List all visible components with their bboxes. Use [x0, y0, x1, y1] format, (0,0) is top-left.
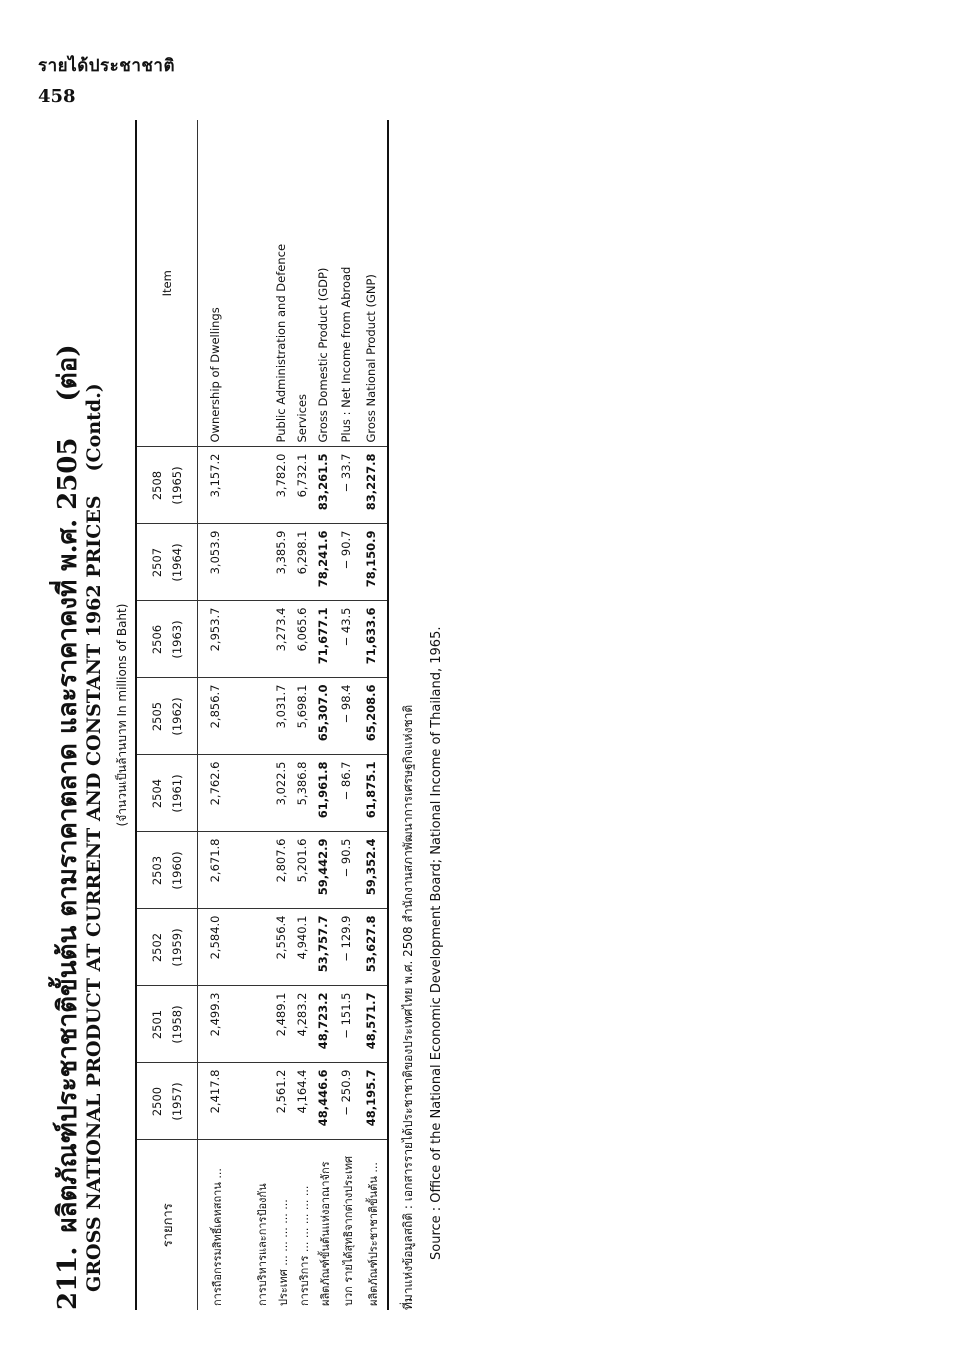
table-cell — [253, 601, 274, 678]
table-cell: 61,875.1 — [364, 755, 387, 832]
title-thai-text: ผลิตภัณฑ์ประชาชาติขั้นต้น ตามราคาตลาด และราคาคงที่ พ.ศ. 2505 — [53, 437, 83, 1233]
row-label-english: Plus : Net Income from Abroad — [339, 120, 364, 447]
table-cell: − 151.5 — [339, 986, 364, 1063]
table-cell: 61,961.8 — [316, 755, 339, 832]
table-cell: 48,195.7 — [364, 1063, 387, 1140]
table-cell: 4,164.4 — [295, 1063, 316, 1140]
table-cell: 53,757.7 — [316, 909, 339, 986]
year-header: 2501 (1958) — [137, 986, 198, 1063]
title-english-contd: (Contd.) — [83, 383, 105, 472]
table-cell: 83,227.8 — [364, 447, 387, 524]
title-english-text: GROSS NATIONAL PRODUCT AT CURRENT AND CONSTANT 1962 PRICES — [83, 495, 105, 1292]
year-header: 2508 (1965) — [137, 447, 198, 524]
table-cell: 6,732.1 — [295, 447, 316, 524]
table-cell: 71,633.6 — [364, 601, 387, 678]
table-cell: 3,157.2 — [198, 447, 254, 524]
row-label-english — [253, 120, 274, 447]
table-cell: 65,208.6 — [364, 678, 387, 755]
table-title-thai — [47, 120, 88, 1310]
year-header: 2502 (1959) — [137, 909, 198, 986]
table-cell: 2,856.7 — [198, 678, 254, 755]
year-header: 2507 (1964) — [137, 524, 198, 601]
row-label-english: Gross National Product (GNP) — [364, 120, 387, 447]
table-cell: 3,031.7 — [274, 678, 295, 755]
table-cell: − 90.5 — [339, 832, 364, 909]
table-cell: 48,571.7 — [364, 986, 387, 1063]
table-cell: − 86.7 — [339, 755, 364, 832]
table-cell: 2,762.6 — [198, 755, 254, 832]
row-label-thai: ผลิตภัณฑ์ประชาชาติขั้นต้น ... — [366, 1162, 380, 1306]
rotated-table-block — [47, 120, 497, 1310]
year-header: 2504 (1961) — [137, 755, 198, 832]
running-header: รายได้ประชาชาติ — [38, 56, 175, 76]
row-label-thai: ผลิตภัณฑ์ขั้นต้นแห่งอาณาจักร — [318, 1161, 332, 1306]
year-header: 2506 (1963) — [137, 601, 198, 678]
table-cell: 5,386.8 — [295, 755, 316, 832]
table-cell: 83,261.5 — [316, 447, 339, 524]
year-header: 2500 (1957) — [137, 1063, 198, 1140]
table-row — [253, 120, 274, 1310]
table-cell: 48,723.2 — [316, 986, 339, 1063]
table-cell: − 98.4 — [339, 678, 364, 755]
table-cell — [253, 986, 274, 1063]
table-cell: − 250.9 — [339, 1063, 364, 1140]
table-cell: 2,953.7 — [198, 601, 254, 678]
row-label-english: Ownership of Dwellings — [198, 120, 254, 447]
table-cell — [253, 1063, 274, 1140]
table-cell: 3,022.5 — [274, 755, 295, 832]
table-cell — [253, 909, 274, 986]
table-cell — [253, 832, 274, 909]
table-cell: 2,489.1 — [274, 986, 295, 1063]
table-cell: 2,807.6 — [274, 832, 295, 909]
table-cell: 2,584.0 — [198, 909, 254, 986]
table-row — [295, 120, 316, 1310]
source-note-thai: ที่มาแห่งข้อมูลสถิติ : เอกสารรายได้ประชาชาติของประเทศไทย พ.ศ. 2508 สำนักงานสภาพัฒนาการเศรษฐกิจแห่งชาติ — [401, 704, 415, 1310]
table-cell: 6,065.6 — [295, 601, 316, 678]
table-cell: − 129.9 — [339, 909, 364, 986]
row-label-english: Services — [295, 120, 316, 447]
item-header-english: Item — [137, 120, 198, 447]
table-cell: 71,677.1 — [316, 601, 339, 678]
table-cell: 2,499.3 — [198, 986, 254, 1063]
table-cell: 2,561.2 — [274, 1063, 295, 1140]
table-cell: 6,298.1 — [295, 524, 316, 601]
row-label-english: Public Administration and Defence — [274, 120, 295, 447]
row-label-thai: การบริการ ... ... ... ... ... — [297, 1185, 311, 1306]
table-cell — [253, 524, 274, 601]
row-label-thai: ประเทศ ... ... ... ... ... — [277, 1199, 291, 1306]
table-cell — [253, 447, 274, 524]
table-cell: 4,283.2 — [295, 986, 316, 1063]
table-cell: 59,442.9 — [316, 832, 339, 909]
table-row — [316, 120, 339, 1310]
table-cell — [253, 755, 274, 832]
table-cell: 3,385.9 — [274, 524, 295, 601]
table-cell: − 43.5 — [339, 601, 364, 678]
row-label-thai: การบริหารและการป้องกัน — [256, 1183, 270, 1306]
table-cell: 2,556.4 — [274, 909, 295, 986]
table-cell — [253, 678, 274, 755]
table-cell: 78,241.6 — [316, 524, 339, 601]
table-cell: 5,698.1 — [295, 678, 316, 755]
table-cell: 2,671.8 — [198, 832, 254, 909]
table-cell: 3,053.9 — [198, 524, 254, 601]
gnp-table — [135, 120, 389, 1310]
row-label-thai: การถือกรรมสิทธิ์เคหสถาน ... — [211, 1168, 224, 1306]
table-cell: 2,417.8 — [198, 1063, 254, 1140]
table-row — [339, 120, 364, 1310]
table-cell: 5,201.6 — [295, 832, 316, 909]
table-row — [198, 120, 254, 1310]
table-cell: 65,307.0 — [316, 678, 339, 755]
table-title-english — [83, 122, 105, 1292]
header-row — [137, 120, 198, 1310]
table-cell: 3,273.4 — [274, 601, 295, 678]
table-number: 211. — [53, 1246, 83, 1310]
table-cell: 78,150.9 — [364, 524, 387, 601]
unit-note: (จำนวนเป็นล้านบาท In millions of Baht) — [115, 603, 129, 827]
table-cell: 53,627.8 — [364, 909, 387, 986]
year-header: 2503 (1960) — [137, 832, 198, 909]
table-cell: − 90.7 — [339, 524, 364, 601]
year-header: 2505 (1962) — [137, 678, 198, 755]
table-cell: 4,940.1 — [295, 909, 316, 986]
page-number: 458 — [38, 86, 76, 107]
table-cell: 3,782.0 — [274, 447, 295, 524]
title-thai-contd: (ต่อ) — [53, 344, 83, 402]
row-label-english: Gross Domestic Product (GDP) — [316, 120, 339, 447]
source-note-english: Source : Office of the National Economic Development Board; National Income of Thailand, 1965. — [429, 626, 444, 1260]
table-cell: − 33.7 — [339, 447, 364, 524]
table-row — [364, 120, 387, 1310]
item-header-thai: รายการ — [137, 1140, 198, 1310]
table-row — [274, 120, 295, 1310]
table-cell: 59,352.4 — [364, 832, 387, 909]
row-label-thai: บวก รายได้สุทธิจากต่างประเทศ — [341, 1156, 355, 1306]
table-cell: 48,446.6 — [316, 1063, 339, 1140]
